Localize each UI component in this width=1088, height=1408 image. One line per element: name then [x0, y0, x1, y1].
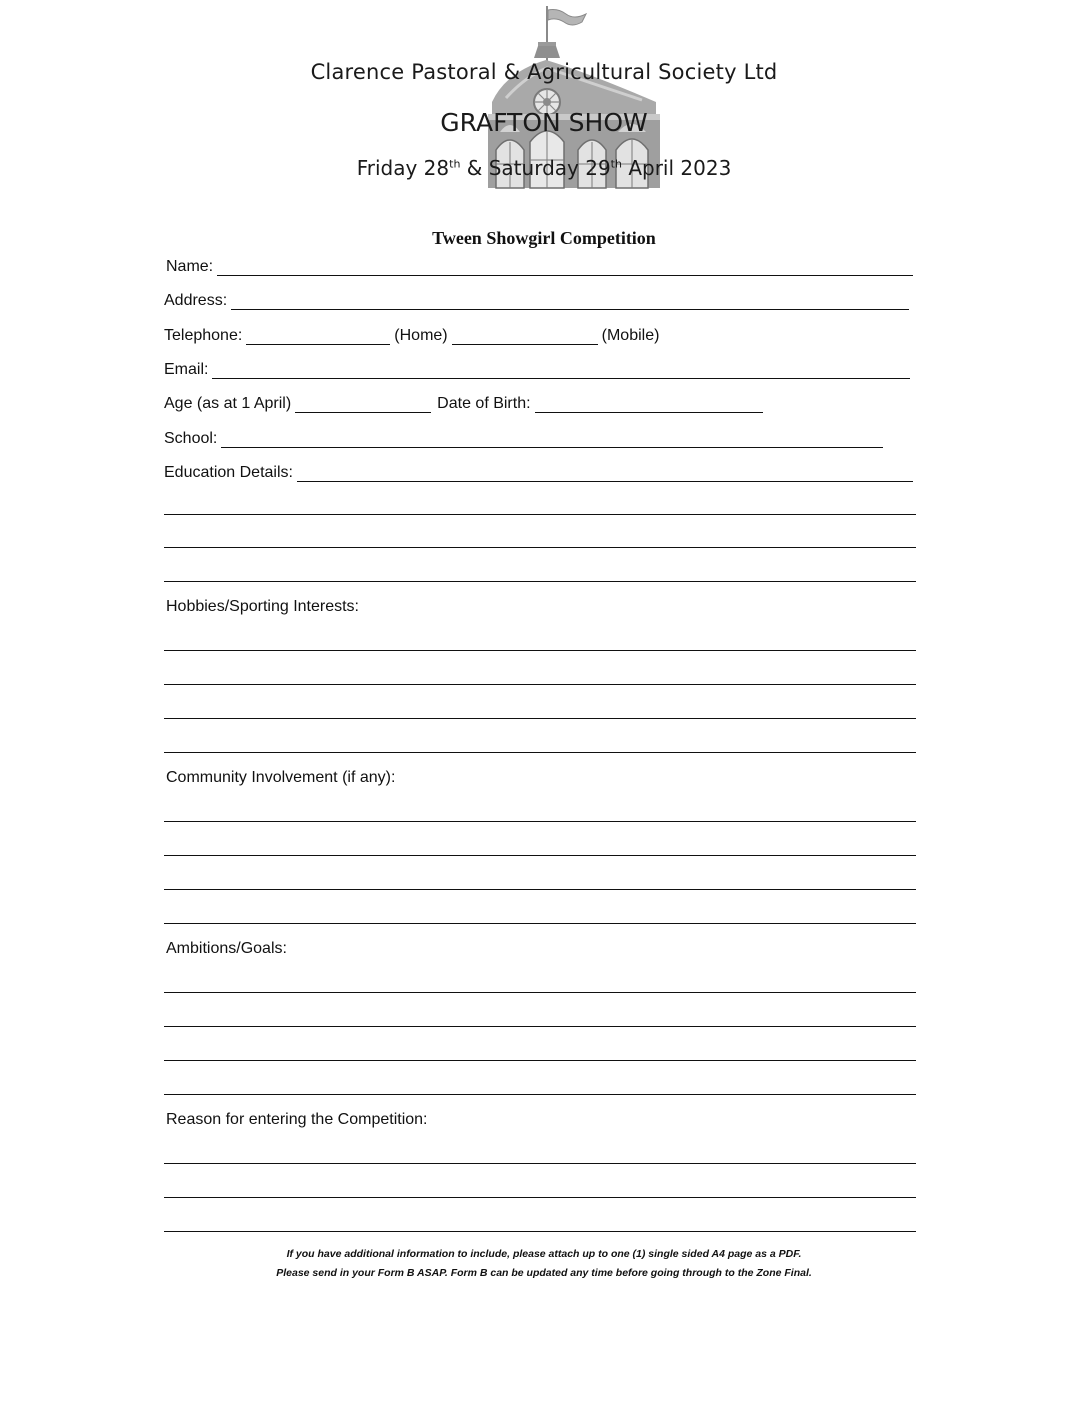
mobile-phone-field[interactable]: [452, 327, 598, 345]
education-row: [164, 460, 913, 482]
ambitions-line[interactable]: [164, 992, 916, 993]
name-row: [166, 254, 913, 276]
home-label: (Home): [394, 327, 448, 344]
hobbies-line[interactable]: [164, 684, 916, 685]
community-line[interactable]: [164, 923, 916, 924]
dob-label: Date of Birth:: [437, 395, 531, 412]
name-label: Name:: [166, 258, 214, 275]
show-dates: Friday 28th & Saturday 29th April 2023: [356, 156, 732, 180]
address-row: [164, 288, 909, 310]
organisation-name: Clarence Pastoral & Agricultural Society Ltd: [310, 60, 778, 84]
age-row: [164, 391, 763, 413]
school-label: School:: [164, 430, 218, 447]
ambitions-line[interactable]: [164, 1060, 916, 1061]
name-field[interactable]: [217, 258, 913, 276]
education-label: Education Details:: [164, 464, 293, 481]
address-field[interactable]: [231, 292, 909, 310]
reason-line[interactable]: [164, 1163, 916, 1164]
telephone-label: Telephone:: [164, 327, 243, 344]
education-line[interactable]: [164, 547, 916, 548]
hobbies-label: Hobbies/Sporting Interests:: [166, 598, 359, 615]
community-line[interactable]: [164, 889, 916, 890]
reason-line[interactable]: [164, 1197, 916, 1198]
reason-label: Reason for entering the Competition:: [166, 1111, 428, 1128]
address-label: Address:: [164, 292, 228, 309]
home-phone-field[interactable]: [246, 327, 390, 345]
hobbies-line[interactable]: [164, 718, 916, 719]
ambitions-label: Ambitions/Goals:: [166, 940, 287, 957]
email-field[interactable]: [212, 361, 910, 379]
ambitions-line[interactable]: [164, 1026, 916, 1027]
email-label: Email:: [164, 361, 209, 378]
hobbies-line[interactable]: [164, 650, 916, 651]
hobbies-line[interactable]: [164, 752, 916, 753]
email-row: [164, 357, 910, 379]
community-line[interactable]: [164, 855, 916, 856]
education-field[interactable]: [297, 464, 913, 482]
footer-note-form-b: Please send in your Form B ASAP. Form B can be updated any time before going through to the Zone Final.: [276, 1267, 812, 1279]
footer-note-attachment: If you have additional information to include, please attach up to one (1) single sided A4 page as a PDF.: [286, 1248, 802, 1260]
education-line[interactable]: [164, 581, 916, 582]
mobile-label: (Mobile): [601, 327, 660, 344]
community-line[interactable]: [164, 821, 916, 822]
competition-title: Tween Showgirl Competition: [432, 228, 656, 248]
reason-line[interactable]: [164, 1231, 916, 1232]
show-title: GRAFTON SHOW: [440, 108, 648, 137]
school-field[interactable]: [221, 430, 883, 448]
community-label: Community Involvement (if any):: [166, 769, 396, 786]
dob-field[interactable]: [535, 395, 763, 413]
age-label: Age (as at 1 April): [164, 395, 292, 412]
school-row: [164, 426, 883, 448]
ambitions-line[interactable]: [164, 1094, 916, 1095]
telephone-row: [164, 323, 659, 345]
age-field[interactable]: [295, 395, 431, 413]
education-line[interactable]: [164, 514, 916, 515]
